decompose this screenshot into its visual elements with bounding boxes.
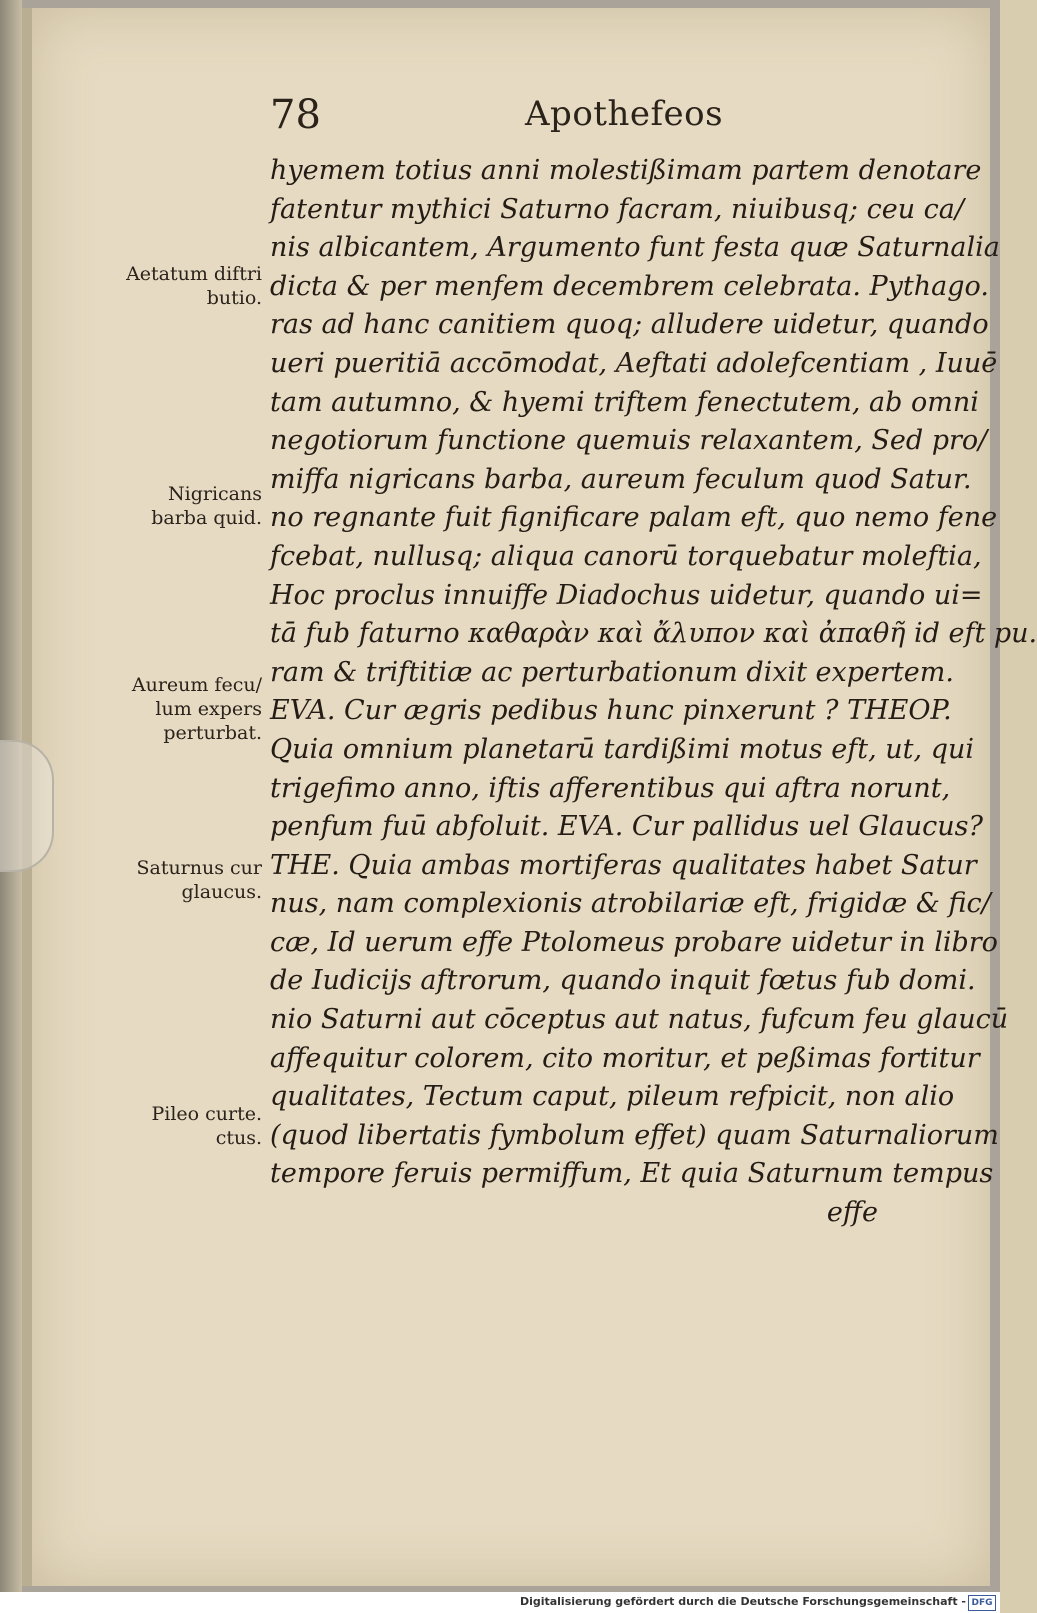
text-line: THE. Quia ambas mortiferas qualitates habet Satur [270,849,977,881]
margin-note: Aureum fecu/ lum expers perturbat. [131,674,262,744]
text-line: dicta & per menfem decembrem celebrata. Pythago. [270,270,989,302]
text-line: tā fub faturno καθαρὰν καὶ ἄλυπον καὶ ἀπαθῆ id eft pu. [270,618,1037,650]
page-clip [0,740,54,872]
text-line: tempore feruis permiffum, Et quia Saturnum tempus [270,1158,994,1190]
body-text [270,152,1037,1233]
margin-note: Aetatum diftri butio. [126,263,262,309]
text-line: cæ, Id uerum effe Ptolomeus probare uidetur in libro [270,926,998,958]
text-line: trigefimo anno, iftis afferentibus qui aftra norunt, [270,772,951,804]
text-line: nio Saturni aut cōceptus aut natus, fufcum feu glaucū [270,1004,1009,1036]
text-line: affequitur colorem, cito moritur, et peßimas fortitur [270,1042,980,1074]
text-line: EVA. Cur ægris pedibus hunc pinxerunt ? THEOP. [270,695,952,727]
catchword: effe [826,1197,878,1229]
margin-note: Pileo curte. ctus. [151,1103,262,1149]
margin-note: Saturnus cur glaucus. [136,857,262,903]
text-line: miffa nigricans barba, aureum feculum quod Satur. [270,463,972,495]
text-line: no regnante fuit fignificare palam eft, quo nemo fene [270,502,998,534]
text-line: Hoc proclus innuiffe Diadochus uidetur, quando ui= [270,579,983,611]
text-line: tam autumno, & hyemi triftem fenectutem, ab omni [270,386,979,418]
funding-credit: Digitalisierung gefördert durch die Deutsche Forschungsgemeinschaft - [519,1595,966,1608]
text-line: fatentur mythici Saturno facram, niuibusq; ceu ca/ [270,193,964,225]
text-line: de Iudicijs aftrorum, quando inquit fœtus fub domi. [270,965,976,997]
text-line: negotiorum functione quemuis relaxantem, Sed pro/ [270,425,988,457]
text-line: nis albicantem, Argumento funt festa quæ Saturnalia [270,232,1000,264]
text-line: penfum fuū abfoluit. EVA. Cur pallidus uel Glaucus? [270,811,983,843]
text-line: qualitates, Tectum caput, pileum refpicit, non alio [270,1081,955,1113]
text-line: ueri pueritiā accōmodat, Aeftati adolefcentiam , Iuuē [270,347,998,379]
text-line: ram & triftitiæ ac perturbationum dixit expertem. [270,656,954,688]
text-line: fcebat, nullusq; aliqua canorū torquebatur moleftia, [270,540,982,572]
dfg-logo-icon[interactable]: DFG [968,1595,996,1611]
text-line: Quia omnium planetarū tardißimi motus eft, ut, qui [270,733,975,765]
text-line: nus, nam complexionis atrobilariæ eft, frigidæ & fic/ [270,888,991,920]
page-number: 78 [270,92,321,138]
running-title: Apothefeos [525,94,724,134]
page-header [270,92,920,142]
text-line: hyemem totius anni molestißimam partem denotare [270,155,982,186]
footer-bar [0,1592,1000,1613]
text-line: ras ad hanc canitiem quoq; alludere uidetur, quando [270,309,989,341]
margin-note: Nigricans barba quid. [151,483,262,529]
text-line: (quod libertatis fymbolum effet) quam Saturnaliorum [270,1119,999,1151]
